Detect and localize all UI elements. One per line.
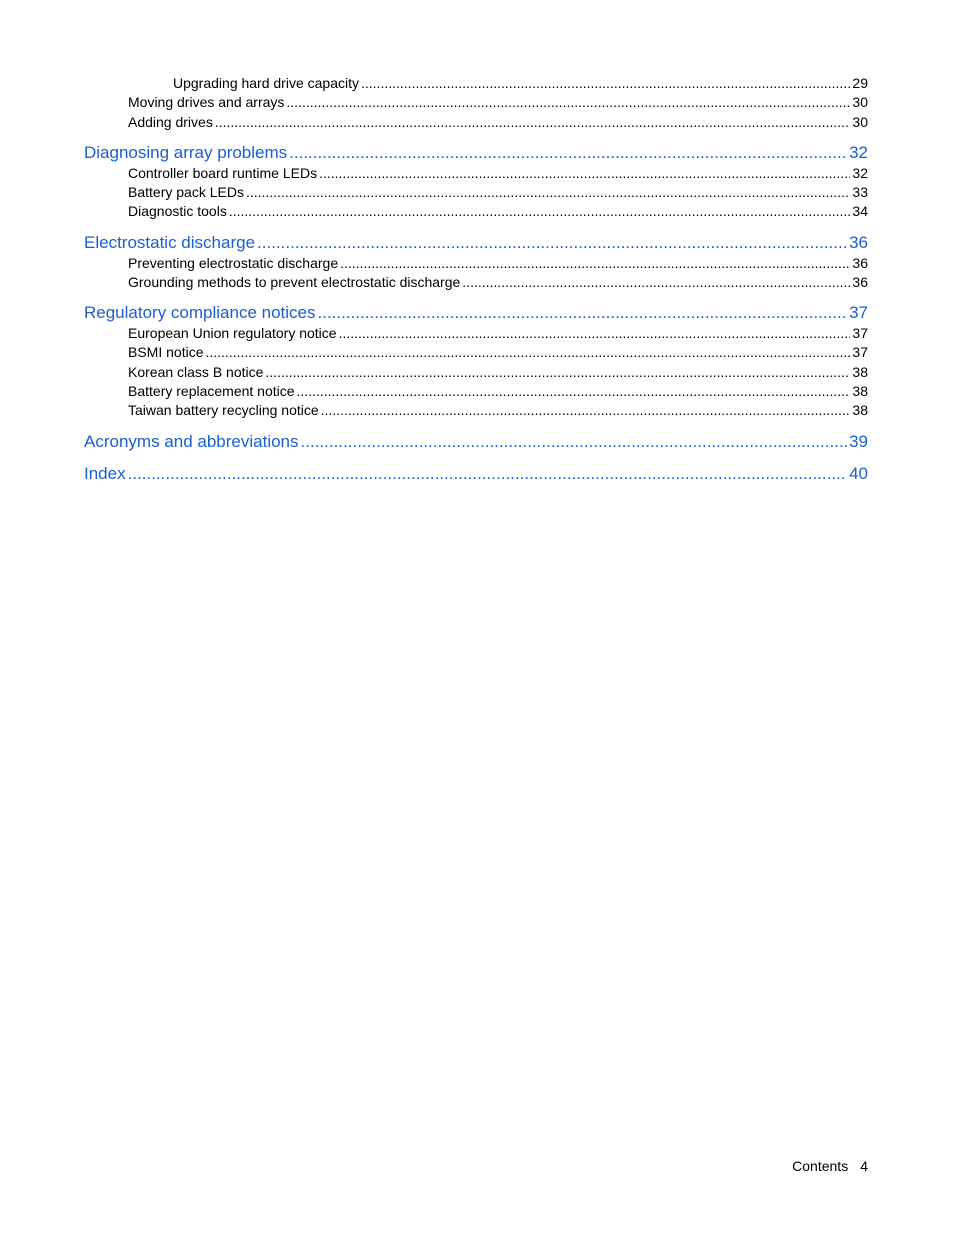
toc-section-link[interactable]	[128, 364, 868, 384]
toc-section-link[interactable]	[128, 165, 868, 185]
toc-page-number: 30	[852, 114, 868, 130]
toc-dot-leader	[265, 364, 850, 380]
toc-section-link[interactable]	[128, 114, 868, 134]
toc-section-link[interactable]	[128, 94, 868, 114]
toc-section-link[interactable]	[128, 184, 868, 204]
toc-section-link[interactable]	[128, 383, 868, 403]
toc-entry-title: Adding drives	[128, 114, 213, 130]
toc-page-number: 29	[852, 75, 868, 91]
toc-dot-leader	[321, 402, 851, 418]
toc-entry-title: Battery pack LEDs	[128, 184, 244, 200]
toc-page-number: 38	[852, 402, 868, 418]
toc-section-link[interactable]	[173, 75, 868, 95]
toc-entry-title: Battery replacement notice	[128, 383, 295, 399]
toc-entry-title: Upgrading hard drive capacity	[173, 75, 359, 91]
toc-dot-leader	[289, 143, 847, 163]
toc-entry-title: Grounding methods to prevent electrostatic discharge	[128, 274, 461, 290]
toc-dot-leader	[301, 432, 848, 452]
toc-page-number: 37	[852, 344, 868, 360]
toc-section-link[interactable]	[128, 325, 868, 345]
toc-dot-leader	[205, 344, 850, 360]
footer-section-label: Contents	[792, 1158, 849, 1174]
toc-dot-leader	[340, 255, 850, 271]
toc-dot-leader	[257, 233, 847, 253]
toc-section-link[interactable]	[128, 203, 868, 223]
toc-page-number: 32	[849, 143, 868, 162]
toc-entry-title: Moving drives and arrays	[128, 94, 285, 110]
toc-chapter-link[interactable]	[84, 464, 868, 488]
toc-dot-leader	[361, 75, 850, 91]
toc-page-number: 34	[852, 203, 868, 219]
toc-entry-title: Electrostatic discharge	[84, 233, 256, 252]
toc-dot-leader	[128, 464, 847, 484]
footer-page-number: 4	[860, 1158, 868, 1174]
toc-dot-leader	[215, 114, 851, 130]
toc-page-number: 38	[852, 364, 868, 380]
toc-page-number: 37	[849, 303, 868, 322]
toc-page-number: 39	[849, 432, 868, 451]
toc-chapter-link[interactable]	[84, 432, 868, 456]
toc-chapter-link[interactable]	[84, 233, 868, 257]
toc-chapter-link[interactable]	[84, 143, 868, 167]
toc-entry-title: Controller board runtime LEDs	[128, 165, 318, 181]
toc-dot-leader	[297, 383, 851, 399]
page-footer	[792, 1158, 868, 1174]
toc-page-number: 32	[852, 165, 868, 181]
toc-entry-title: Acronyms and abbreviations	[84, 432, 299, 451]
toc-section-link[interactable]	[128, 344, 868, 364]
toc-entry-title: Diagnostic tools	[128, 203, 227, 219]
toc-chapter-link[interactable]	[84, 303, 868, 327]
toc-page-number: 33	[852, 184, 868, 200]
toc-page-number: 36	[852, 255, 868, 271]
toc-dot-leader	[286, 94, 850, 110]
toc-page-number: 36	[849, 233, 868, 252]
toc-section-link[interactable]	[128, 402, 868, 422]
toc-entry-title: Diagnosing array problems	[84, 143, 288, 162]
toc-dot-leader	[319, 165, 850, 181]
toc-entry-title: Taiwan battery recycling notice	[128, 402, 319, 418]
toc-dot-leader	[318, 303, 848, 323]
toc-dot-leader	[339, 325, 851, 341]
toc-page-number: 37	[852, 325, 868, 341]
toc-dot-leader	[462, 274, 850, 290]
toc-entry-title: Preventing electrostatic discharge	[128, 255, 339, 271]
toc-entry-title: BSMI notice	[128, 344, 204, 360]
toc-page-number: 38	[852, 383, 868, 399]
toc-entry-title: Korean class B notice	[128, 364, 264, 380]
toc-entry-title: Regulatory compliance notices	[84, 303, 316, 322]
toc-page-number: 36	[852, 274, 868, 290]
toc-section-link[interactable]	[128, 255, 868, 275]
toc-page-number: 40	[849, 464, 868, 483]
toc-entry-title: Index	[84, 464, 126, 483]
toc-dot-leader	[246, 184, 850, 200]
toc-section-link[interactable]	[128, 274, 868, 294]
toc-dot-leader	[229, 203, 851, 219]
toc-page-number: 30	[852, 94, 868, 110]
toc-entry-title: European Union regulatory notice	[128, 325, 337, 341]
